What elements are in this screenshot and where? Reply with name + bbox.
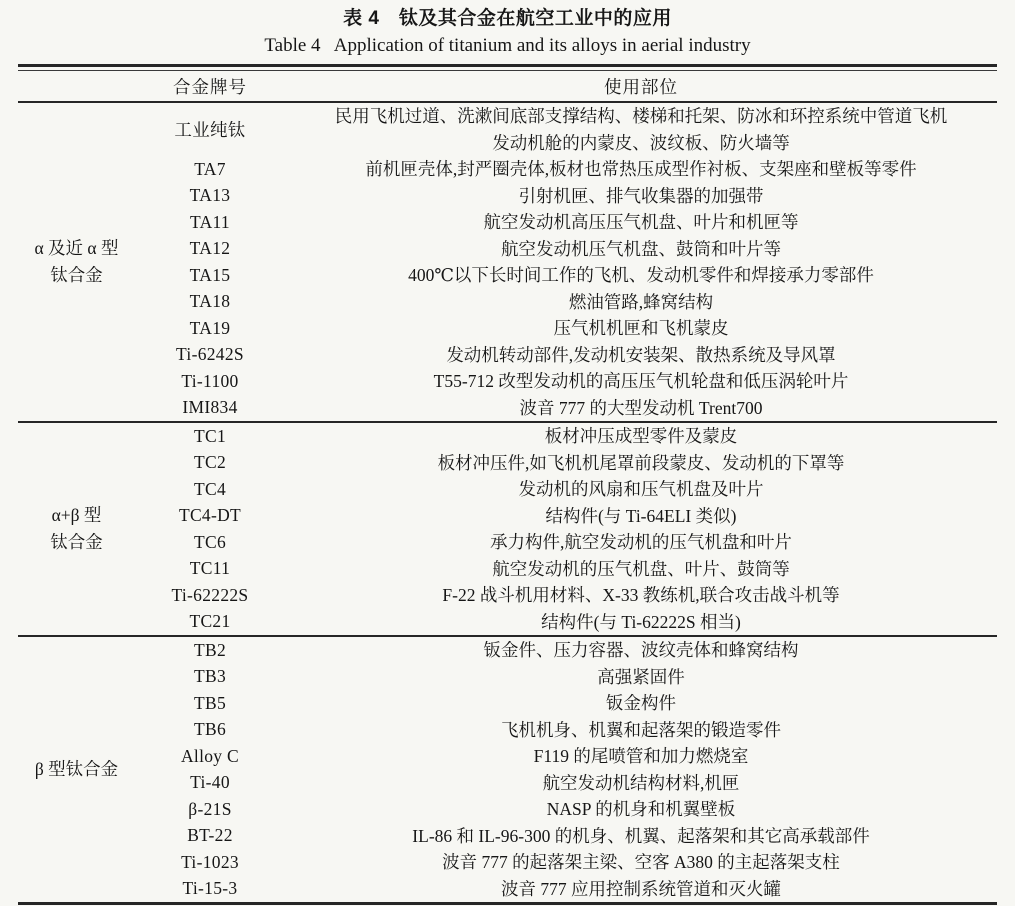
usage-text-line: 钣金构件 xyxy=(606,693,676,713)
table-row xyxy=(135,289,997,316)
usage-text xyxy=(285,395,997,422)
usage-text xyxy=(285,690,997,717)
table-row xyxy=(135,236,997,263)
alloy-name: TC6 xyxy=(193,531,226,552)
table-row xyxy=(135,368,997,395)
usage-text-line: 钣金件、压力容器、波纹壳体和蜂窝结构 xyxy=(483,640,799,660)
alloy-name: TA18 xyxy=(189,291,231,312)
table-row xyxy=(135,262,997,289)
table-row xyxy=(135,690,997,717)
usage-text xyxy=(285,664,997,691)
category-label-line: α+β 型 xyxy=(51,505,102,525)
section-rows xyxy=(135,637,997,902)
usage-text xyxy=(285,717,997,744)
usage-text-line: 航空发动机压气机盘、鼓筒和叶片等 xyxy=(501,238,781,259)
usage-text xyxy=(285,262,997,289)
usage-text xyxy=(285,289,997,316)
usage-text xyxy=(285,209,997,236)
usage-text xyxy=(285,770,997,797)
usage-text xyxy=(285,743,997,770)
category-label xyxy=(18,423,135,635)
table-row xyxy=(135,796,997,823)
alloy-name: TA19 xyxy=(189,317,231,338)
usage-text xyxy=(285,876,997,903)
alloy-name: β-21S xyxy=(188,798,232,819)
category-label xyxy=(18,637,135,902)
usage-text xyxy=(285,183,997,210)
usage-text-line: 发动机的风扇和压气机盘及叶片 xyxy=(518,479,764,499)
table-row xyxy=(135,423,997,450)
usage-text-line: 压气机机匣和飞机蒙皮 xyxy=(553,318,729,338)
table-row xyxy=(135,103,997,156)
usage-text xyxy=(285,849,997,876)
usage-text xyxy=(285,637,997,664)
table-row xyxy=(135,717,997,744)
alloy-category-section xyxy=(18,637,997,902)
alloy-name: TC4 xyxy=(193,478,226,499)
table-row xyxy=(135,770,997,797)
alloy-name: TB6 xyxy=(193,719,226,740)
alloy-name: TB3 xyxy=(193,666,226,687)
category-label-line: 钛合金 xyxy=(50,532,103,552)
usage-text xyxy=(285,556,997,583)
usage-text xyxy=(285,342,997,369)
usage-text-line: 前机匣壳体,封严圈壳体,板材也常热压成型作衬板、支架座和壁板等零件 xyxy=(365,159,917,179)
table-row xyxy=(135,476,997,503)
table-header-row xyxy=(18,71,997,103)
table-row xyxy=(135,556,997,583)
usage-text xyxy=(285,156,997,183)
alloy-name: TB2 xyxy=(193,639,226,660)
usage-text xyxy=(285,796,997,823)
alloy-name: TB5 xyxy=(193,692,226,713)
alloy-name: BT-22 xyxy=(187,825,233,846)
table-title-english: Table 4 Application of titanium and its alloys in aerial industry xyxy=(264,35,751,56)
table-row xyxy=(135,743,997,770)
section-rows xyxy=(135,103,997,421)
alloy-category-section xyxy=(18,103,997,423)
category-label-line: β 型钛合金 xyxy=(34,759,119,779)
alloy-name: Ti-62222S xyxy=(171,584,249,605)
table-row xyxy=(135,209,997,236)
titanium-application-table xyxy=(18,64,997,906)
category-label-line: α 及近 α 型 xyxy=(34,238,119,258)
alloy-name: TA7 xyxy=(194,158,226,179)
usage-text-line: 航空发动机的压气机盘、叶片、鼓筒等 xyxy=(492,558,790,579)
usage-text xyxy=(285,315,997,342)
usage-text-line: 引射机匣、排气收集器的加强带 xyxy=(518,185,764,206)
table-row xyxy=(135,183,997,210)
usage-text-line: 航空发动机结构材料,机匣 xyxy=(542,772,740,793)
alloy-name: TA13 xyxy=(189,185,231,206)
table-row xyxy=(135,876,997,903)
usage-text-line: 发动机舱的内蒙皮、波纹板、防火墙等 xyxy=(492,132,790,153)
table-row xyxy=(135,823,997,850)
alloy-name: Alloy C xyxy=(180,745,239,766)
alloy-category-section xyxy=(18,423,997,637)
usage-text xyxy=(285,609,997,636)
table-row xyxy=(135,664,997,691)
usage-text-line: 高强紧固件 xyxy=(597,666,685,687)
alloy-name: TA11 xyxy=(190,211,230,232)
table-row xyxy=(135,395,997,422)
table-row xyxy=(135,849,997,876)
usage-text-line: T55-712 改型发动机的高压压气机轮盘和低压涡轮叶片 xyxy=(433,371,849,391)
usage-text-line: F-22 战斗机用材料、X-33 教练机,联合攻击战斗机等 xyxy=(442,585,840,605)
usage-text-line: 发动机转动部件,发动机安装架、散热系统及导风罩 xyxy=(446,344,836,365)
table-row xyxy=(135,342,997,369)
alloy-name: Ti-6242S xyxy=(176,344,244,365)
usage-text-line: F119 的尾喷管和加力燃烧室 xyxy=(533,746,749,766)
table-row xyxy=(135,156,997,183)
table-row xyxy=(135,609,997,636)
usage-text-line: 波音 777 的起落架主梁、空客 A380 的主起落架支柱 xyxy=(442,852,840,872)
table-row xyxy=(135,503,997,530)
table-row xyxy=(135,637,997,664)
table-body xyxy=(18,103,997,902)
usage-text xyxy=(285,236,997,263)
usage-text-line: 承力构件,航空发动机的压气机盘和叶片 xyxy=(490,532,792,552)
category-label-line: 钛合金 xyxy=(50,265,103,285)
table-row xyxy=(135,315,997,342)
alloy-name: TC1 xyxy=(193,425,226,446)
alloy-name: Ti-40 xyxy=(190,772,230,793)
usage-text xyxy=(285,476,997,503)
alloy-name: IMI834 xyxy=(182,397,238,418)
usage-text-line: 400℃以下长时间工作的飞机、发动机零件和焊接承力零部件 xyxy=(408,265,874,285)
table-title-chinese: 表 4 钛及其合金在航空工业中的应用 xyxy=(343,8,672,29)
usage-text-line: 结构件(与 Ti-62222S 相当) xyxy=(541,611,741,632)
alloy-name: 工业纯钛 xyxy=(174,120,246,140)
usage-text-line: 燃油管路,蜂窝结构 xyxy=(568,291,714,312)
column-header-usage: 使用部位 xyxy=(604,76,678,97)
table-row xyxy=(135,582,997,609)
table-bottom-rule xyxy=(18,902,997,906)
usage-text-line: NASP 的机身和机翼壁板 xyxy=(546,799,736,819)
usage-text xyxy=(285,450,997,477)
table-row xyxy=(135,529,997,556)
section-rows xyxy=(135,423,997,635)
usage-text xyxy=(285,103,997,156)
usage-text xyxy=(285,368,997,395)
alloy-name: TC4-DT xyxy=(178,505,242,526)
alloy-name: TC2 xyxy=(193,452,226,473)
usage-text xyxy=(285,529,997,556)
usage-text xyxy=(285,823,997,850)
usage-text xyxy=(285,582,997,609)
alloy-name: TA15 xyxy=(189,264,231,285)
category-label xyxy=(18,103,135,421)
alloy-name: TA12 xyxy=(189,238,231,259)
usage-text-line: 飞机机身、机翼和起落架的锻造零件 xyxy=(501,719,781,740)
usage-text-line: 波音 777 的大型发动机 Trent700 xyxy=(519,397,763,418)
alloy-name: Ti-1100 xyxy=(181,370,239,391)
usage-text-line: IL-86 和 IL-96-300 的机身、机翼、起落架和其它高承载部件 xyxy=(412,825,870,846)
usage-text xyxy=(285,503,997,530)
usage-text-line: 波音 777 应用控制系统管道和灭火罐 xyxy=(501,878,781,899)
usage-text xyxy=(285,423,997,450)
alloy-name: TC11 xyxy=(189,558,231,579)
usage-text-line: 结构件(与 Ti-64ELI 类似) xyxy=(545,505,737,526)
table-row xyxy=(135,450,997,477)
table-top-rule xyxy=(18,64,997,71)
usage-text-line: 民用飞机过道、洗漱间底部支撑结构、楼梯和托架、防冰和环控系统中管道飞机 xyxy=(334,106,948,126)
alloy-name: TC21 xyxy=(189,611,231,632)
usage-text-line: 板材冲压件,如飞机机尾罩前段蒙皮、发动机的下罩等 xyxy=(437,452,845,473)
usage-text-line: 航空发动机高压压气机盘、叶片和机匣等 xyxy=(483,212,799,232)
usage-text-line: 板材冲压成型零件及蒙皮 xyxy=(544,426,738,446)
alloy-name: Ti-1023 xyxy=(181,851,239,872)
alloy-name: Ti-15-3 xyxy=(182,878,238,899)
column-header-alloy: 合金牌号 xyxy=(173,76,247,97)
